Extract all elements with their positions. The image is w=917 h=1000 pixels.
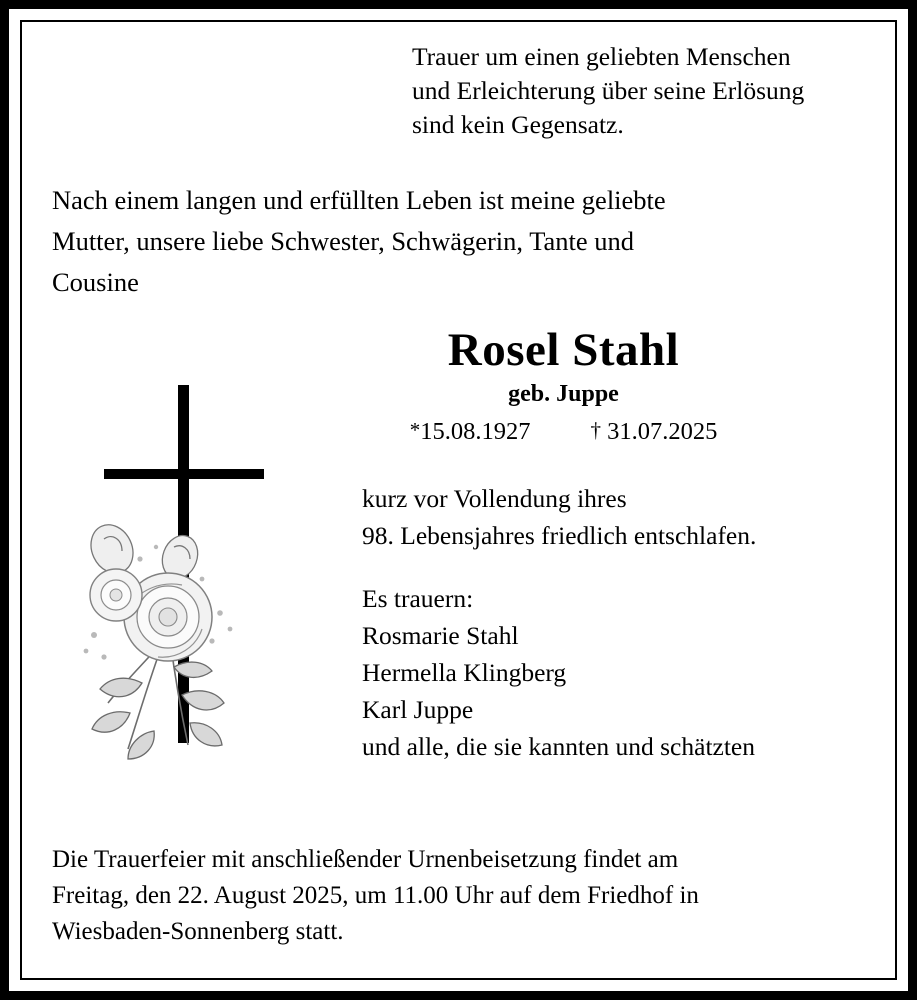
mourner-name: und alle, die sie kannten und schätzten <box>362 732 755 761</box>
intro-line-3: Cousine <box>52 267 139 297</box>
mourner-name: Rosmarie Stahl <box>362 621 519 650</box>
funeral-line-2: Freitag, den 22. August 2025, um 11.00 Uhr auf dem Friedhof in <box>52 882 699 909</box>
funeral-line-1: Die Trauerfeier mit anschließender Urnenbeisetzung findet am <box>52 846 679 873</box>
intro-line-2: Mutter, unsere liebe Schwester, Schwägerin, Tante und <box>52 226 635 256</box>
mourners-heading: Es trauern: <box>362 584 474 613</box>
cross-and-roses-graphic <box>70 377 300 797</box>
verse-line-2: und Erleichterung über seine Erlösung <box>412 76 805 105</box>
birth-date: 15.08.1927 <box>420 418 531 445</box>
intro-paragraph <box>52 180 865 303</box>
mourner-name: Hermella Klingberg <box>362 658 567 687</box>
epitaph-verse <box>52 40 865 142</box>
intro-line-1: Nach einem langen und erfüllten Leben ist meine geliebte <box>52 185 666 215</box>
deceased-name: Rosel Stahl <box>447 324 680 376</box>
death-date: 31.07.2025 <box>607 418 718 445</box>
mourner-name: Karl Juppe <box>362 695 474 724</box>
obituary-inner-frame <box>20 20 897 980</box>
roses-bouquet-icon <box>70 517 255 767</box>
cross-crossbar-icon <box>104 469 264 479</box>
death-date-group <box>590 418 717 445</box>
funeral-notice <box>52 842 865 950</box>
death-cross-icon: † <box>590 418 601 442</box>
verse-line-1: Trauer um einen geliebten Menschen <box>412 42 791 71</box>
obituary-content <box>22 22 895 978</box>
mourners-block <box>362 580 865 765</box>
passing-line-2: 98. Lebensjahres friedlich entschlafen. <box>362 521 757 550</box>
passing-line-1: kurz vor Vollendung ihres <box>362 484 627 513</box>
deceased-maiden-name: geb. Juppe <box>508 381 619 407</box>
birth-star-icon: * <box>409 418 421 442</box>
birth-date-group <box>410 418 531 445</box>
verse-line-3: sind kein Gegensatz. <box>412 110 624 139</box>
passing-text <box>362 480 865 554</box>
funeral-line-3: Wiesbaden-Sonnenberg statt. <box>52 918 344 945</box>
